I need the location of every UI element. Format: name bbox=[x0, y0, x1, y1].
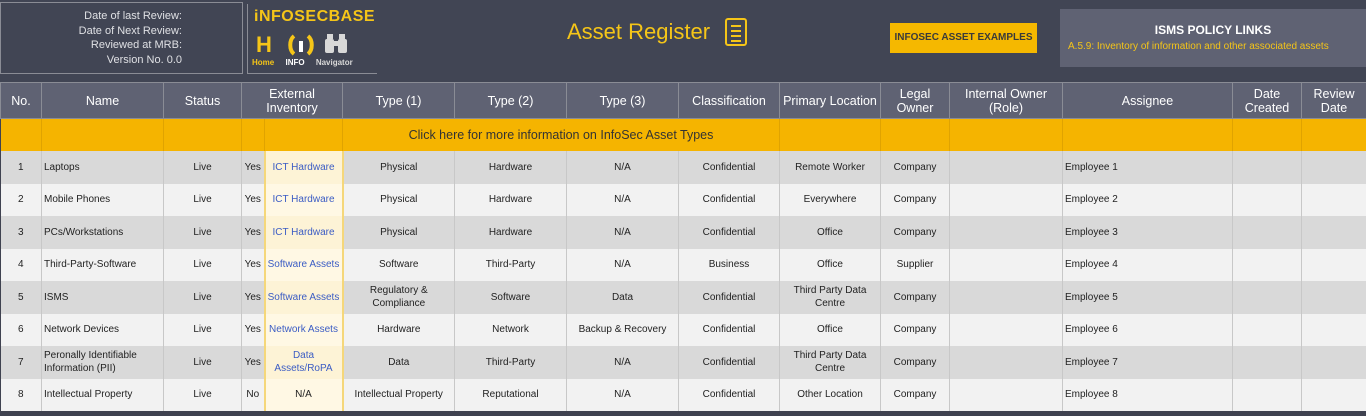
cell-type1: Physical bbox=[343, 216, 455, 249]
cell-review-date bbox=[1302, 314, 1366, 347]
cell-type3: N/A bbox=[567, 346, 679, 379]
cell-assignee: Employee 2 bbox=[1063, 184, 1233, 217]
info-bracket-icon[interactable] bbox=[288, 34, 314, 61]
cell-status: Live bbox=[164, 281, 242, 314]
cell-classification: Confidential bbox=[679, 346, 780, 379]
cell-no: 6 bbox=[1, 314, 42, 347]
cell-type3: Backup & Recovery bbox=[567, 314, 679, 347]
cell-type3: N/A bbox=[567, 151, 679, 184]
col-header-name: Name bbox=[42, 83, 164, 119]
cell-name: PCs/Workstations bbox=[42, 216, 164, 249]
policy-link-a59[interactable]: A.5.9: Inventory of information and other associated assets bbox=[1068, 41, 1329, 52]
nav-navigator-link[interactable]: Navigator bbox=[315, 58, 353, 67]
cell-review-date bbox=[1302, 184, 1366, 217]
cell-assignee: Employee 6 bbox=[1063, 314, 1233, 347]
cell-name: Network Devices bbox=[42, 314, 164, 347]
cell-assignee: Employee 5 bbox=[1063, 281, 1233, 314]
cell-classification: Confidential bbox=[679, 151, 780, 184]
cell-legal-owner: Company bbox=[881, 151, 950, 184]
version-label: Version No. bbox=[106, 53, 164, 66]
cell-legal-owner: Company bbox=[881, 216, 950, 249]
cell-type3: N/A bbox=[567, 249, 679, 282]
last-review-label: Date of last Review: bbox=[84, 10, 182, 22]
cell-status: Live bbox=[164, 151, 242, 184]
table-row bbox=[1, 151, 1366, 184]
cell-date-created bbox=[1233, 249, 1302, 282]
cell-date-created bbox=[1233, 281, 1302, 314]
brand-nav-labels bbox=[252, 58, 362, 67]
cell-type1: Data bbox=[343, 346, 455, 379]
cell-external-inventory-link[interactable]: ICT Hardware bbox=[265, 151, 343, 184]
cell-review-date bbox=[1302, 346, 1366, 379]
cell-status: Live bbox=[164, 379, 242, 412]
cell-date-created bbox=[1233, 379, 1302, 412]
cell-assignee: Employee 4 bbox=[1063, 249, 1233, 282]
cell-name: Laptops bbox=[42, 151, 164, 184]
cell-internal-owner bbox=[950, 379, 1063, 412]
col-header-type3: Type (3) bbox=[567, 83, 679, 119]
cell-name: Intellectual Property bbox=[42, 379, 164, 412]
cell-type1: Regulatory & Compliance bbox=[343, 281, 455, 314]
cell-date-created bbox=[1233, 314, 1302, 347]
cell-internal-owner bbox=[950, 314, 1063, 347]
cell-classification: Confidential bbox=[679, 281, 780, 314]
cell-legal-owner: Company bbox=[881, 281, 950, 314]
cell-type2: Hardware bbox=[455, 184, 567, 217]
cell-external-inventory-link[interactable]: Network Assets bbox=[265, 314, 343, 347]
cell-external-inventory-link[interactable]: Software Assets bbox=[265, 249, 343, 282]
cell-no: 1 bbox=[1, 151, 42, 184]
cell-primary-location: Office bbox=[780, 216, 881, 249]
table-row bbox=[1, 281, 1366, 314]
table-row bbox=[1, 216, 1366, 249]
cell-type2: Hardware bbox=[455, 151, 567, 184]
cell-review-date bbox=[1302, 249, 1366, 282]
cell-type2: Network bbox=[455, 314, 567, 347]
col-header-type1: Type (1) bbox=[343, 83, 455, 119]
col-header-primary-location: Primary Location bbox=[780, 83, 881, 119]
cell-primary-location: Other Location bbox=[780, 379, 881, 412]
col-header-date-created: Date Created bbox=[1233, 83, 1302, 119]
cell-type1: Physical bbox=[343, 151, 455, 184]
cell-legal-owner: Supplier bbox=[881, 249, 950, 282]
cell-internal-owner bbox=[950, 151, 1063, 184]
table-row bbox=[1, 379, 1366, 412]
cell-external-flag: Yes bbox=[242, 314, 265, 347]
next-review-label: Date of Next Review: bbox=[78, 24, 182, 37]
cell-type3: N/A bbox=[567, 216, 679, 249]
cell-review-date bbox=[1302, 216, 1366, 249]
cell-external-flag: Yes bbox=[242, 151, 265, 184]
brand-logo: iNFOSECBASE bbox=[254, 8, 376, 25]
cell-type1: Software bbox=[343, 249, 455, 282]
nav-info-link[interactable]: INFO bbox=[285, 58, 305, 67]
col-header-internal-owner: Internal Owner (Role) bbox=[950, 83, 1063, 119]
cell-date-created bbox=[1233, 346, 1302, 379]
col-header-legal-owner: Legal Owner bbox=[881, 83, 950, 119]
cell-review-date bbox=[1302, 151, 1366, 184]
cell-internal-owner bbox=[950, 216, 1063, 249]
cell-type2: Third-Party bbox=[455, 249, 567, 282]
cell-external-inventory-link[interactable]: Software Assets bbox=[265, 281, 343, 314]
cell-primary-location: Office bbox=[780, 314, 881, 347]
cell-type1: Physical bbox=[343, 184, 455, 217]
asset-types-info-link[interactable]: Click here for more information on InfoSec Asset Types bbox=[343, 119, 780, 152]
cell-external-flag: Yes bbox=[242, 249, 265, 282]
cell-internal-owner bbox=[950, 249, 1063, 282]
cell-internal-owner bbox=[950, 184, 1063, 217]
cell-primary-location: Office bbox=[780, 249, 881, 282]
asset-register-table bbox=[0, 82, 1366, 411]
cell-classification: Confidential bbox=[679, 379, 780, 412]
brand-block bbox=[247, 4, 377, 74]
cell-no: 7 bbox=[1, 346, 42, 379]
cell-type1: Intellectual Property bbox=[343, 379, 455, 412]
cell-primary-location: Everywhere bbox=[780, 184, 881, 217]
col-header-review-date: Review Date bbox=[1302, 83, 1366, 119]
cell-external-inventory-link[interactable]: ICT Hardware bbox=[265, 184, 343, 217]
cell-date-created bbox=[1233, 184, 1302, 217]
nav-home-link[interactable]: Home bbox=[252, 58, 275, 67]
cell-no: 2 bbox=[1, 184, 42, 217]
cell-name: Third-Party-Software bbox=[42, 249, 164, 282]
cell-name: ISMS bbox=[42, 281, 164, 314]
cell-primary-location: Remote Worker bbox=[780, 151, 881, 184]
cell-classification: Confidential bbox=[679, 314, 780, 347]
col-header-external-inventory: External Inventory bbox=[242, 83, 343, 119]
cell-external-flag: No bbox=[242, 379, 265, 412]
reviewed-at-label: Reviewed at MRB: bbox=[90, 39, 182, 51]
table-row bbox=[1, 314, 1366, 347]
cell-review-date bbox=[1302, 379, 1366, 412]
cell-date-created bbox=[1233, 151, 1302, 184]
cell-type2: Reputational bbox=[455, 379, 567, 412]
cell-type3: Data bbox=[567, 281, 679, 314]
col-header-classification: Classification bbox=[679, 83, 780, 119]
cell-external-inventory-link[interactable]: ICT Hardware bbox=[265, 216, 343, 249]
col-header-no: No. bbox=[1, 83, 42, 119]
isms-policy-links-panel bbox=[1060, 9, 1366, 67]
header-row bbox=[1, 83, 1366, 119]
cell-type2: Third-Party bbox=[455, 346, 567, 379]
header-band bbox=[0, 0, 1366, 82]
cell-legal-owner: Company bbox=[881, 379, 950, 412]
cell-type1: Hardware bbox=[343, 314, 455, 347]
table-row bbox=[1, 184, 1366, 217]
cell-assignee: Employee 3 bbox=[1063, 216, 1233, 249]
table-row bbox=[1, 249, 1366, 282]
cell-status: Live bbox=[164, 184, 242, 217]
cell-status: Live bbox=[164, 314, 242, 347]
cell-assignee: Employee 8 bbox=[1063, 379, 1233, 412]
cell-internal-owner bbox=[950, 346, 1063, 379]
table-row bbox=[1, 346, 1366, 379]
cell-no: 3 bbox=[1, 216, 42, 249]
cell-primary-location: Third Party Data Centre bbox=[780, 281, 881, 314]
cell-no: 4 bbox=[1, 249, 42, 282]
cell-external-flag: Yes bbox=[242, 184, 265, 217]
col-header-status: Status bbox=[164, 83, 242, 119]
cell-name: Mobile Phones bbox=[42, 184, 164, 217]
cell-date-created bbox=[1233, 216, 1302, 249]
cell-type2: Software bbox=[455, 281, 567, 314]
cell-no: 8 bbox=[1, 379, 42, 412]
cell-internal-owner bbox=[950, 281, 1063, 314]
version-value: 0.0 bbox=[166, 53, 182, 66]
list-document-icon bbox=[725, 18, 747, 46]
cell-primary-location: Third Party Data Centre bbox=[780, 346, 881, 379]
cell-external-flag: Yes bbox=[242, 281, 265, 314]
binoculars-icon[interactable] bbox=[324, 32, 348, 61]
cell-type3: N/A bbox=[567, 184, 679, 217]
cell-legal-owner: Company bbox=[881, 346, 950, 379]
cell-type2: Hardware bbox=[455, 216, 567, 249]
cell-assignee: Employee 1 bbox=[1063, 151, 1233, 184]
brand-nav-icons bbox=[254, 32, 372, 56]
cell-external-inventory-link[interactable]: Data Assets/RoPA bbox=[265, 346, 343, 379]
cell-status: Live bbox=[164, 249, 242, 282]
version-line bbox=[1, 53, 182, 68]
cell-no: 5 bbox=[1, 281, 42, 314]
cell-classification: Confidential bbox=[679, 216, 780, 249]
cell-legal-owner: Company bbox=[881, 184, 950, 217]
asset-types-info-banner[interactable] bbox=[1, 119, 1366, 152]
policy-links-title: ISMS POLICY LINKS bbox=[1154, 23, 1272, 37]
col-header-assignee: Assignee bbox=[1063, 83, 1233, 119]
cell-classification: Confidential bbox=[679, 184, 780, 217]
cell-classification: Business bbox=[679, 249, 780, 282]
cell-external-flag: Yes bbox=[242, 346, 265, 379]
cell-external-flag: Yes bbox=[242, 216, 265, 249]
cell-name: Peronally Identifiable Information (PII) bbox=[42, 346, 164, 379]
cell-review-date bbox=[1302, 281, 1366, 314]
cell-assignee: Employee 7 bbox=[1063, 346, 1233, 379]
cell-external-inventory-link: N/A bbox=[265, 379, 343, 412]
page-title: Asset Register bbox=[567, 19, 711, 44]
col-header-type2: Type (2) bbox=[455, 83, 567, 119]
cell-status: Live bbox=[164, 346, 242, 379]
infosec-asset-examples-button[interactable]: INFOSEC ASSET EXAMPLES bbox=[890, 23, 1037, 53]
cell-status: Live bbox=[164, 216, 242, 249]
home-h-icon[interactable]: H bbox=[256, 32, 272, 57]
cell-type3: N/A bbox=[567, 379, 679, 412]
cell-legal-owner: Company bbox=[881, 314, 950, 347]
review-info-box bbox=[0, 2, 243, 74]
